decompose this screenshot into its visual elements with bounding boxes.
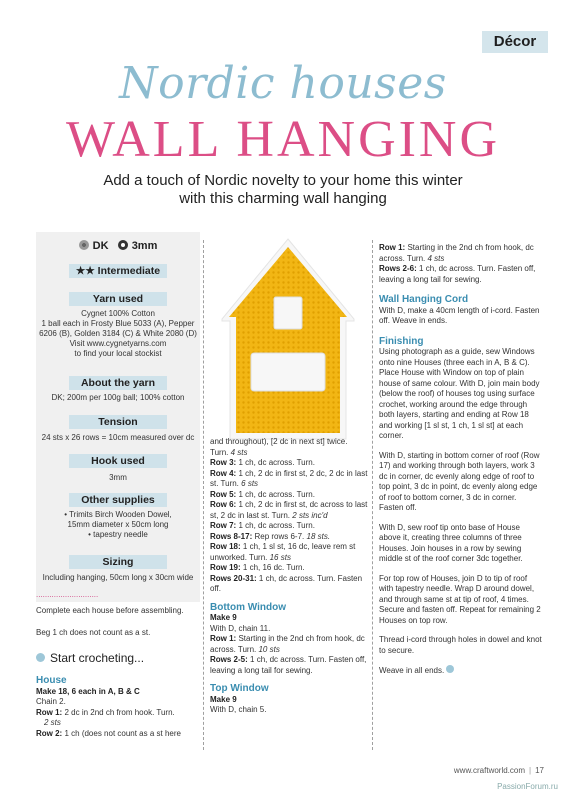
finishing-para: Weave in all ends. bbox=[379, 665, 543, 677]
page-subtitle: Add a touch of Nordic novelty to your home this winter with this charming wall hanging bbox=[103, 172, 463, 207]
supplies-line: • Trimits Birch Wooden Dowel, bbox=[64, 510, 172, 519]
tension-text: 24 sts x 26 rows = 10cm measured over dc bbox=[41, 433, 195, 442]
finishing-para: For top row of Houses, join D to tip of roof with tapestry needle. Wrap D around dowel, and through same st at tip of roof, 4 times. Secure and fasten off. Repeat for remaining 2 Houses on top row. bbox=[379, 573, 541, 625]
left-column bbox=[36, 590, 200, 639]
column-divider bbox=[203, 240, 204, 750]
note-text: Complete each house before assembling. bbox=[36, 605, 184, 615]
yarn-weight: DK bbox=[92, 240, 109, 252]
level-badge: ★★ Intermediate bbox=[69, 264, 167, 278]
right-column: Row 1: Starting in the 2nd ch from hook, dc across. Turn. 4 sts Rows 2-6: 1 ch, dc across. Turn. Fasten off, leaving a long tail for sewing. Wall Hanging Cord With D, make a 40cm length of i-cord. Fasten off. Weave in ends. Finishing Using photograph as a guide, sew Windows onto nine Houses (three each in A, B & C). Place House with Window on top of plain house of same colour. With D, join main body (below the roof) of houses tog using surface crochet, working around the edge through both layers, starting and ending at Row 18 and working [1 sl st, 1 ch, 1 sl st] at each corner. With D, starting in bottom corner of roof (Row 17) and working through both layers, work 3 dc in corner, dc evenly along edge of roof to top point, 3 dc in point, dc evenly along edge of roof to bottom corner, 3 dc in corner. Fasten off. With D, sew roof tip onto base of House above it, creating three columns of three Houses. Join houses in a row by sewing middle st of the roof corner 3dc together. For top row of Houses, join D to tip of roof with tapestry needle. Wrap D around dowel, and through same st at tip of roof, 4 times. Secure and fasten off. Repeat for remaining 2 Houses on top row. Thread i-cord through holes in dowel and knot to secure. Weave in all ends. bbox=[379, 243, 542, 675]
section-tag: Décor bbox=[482, 31, 548, 53]
yarn-hook-line bbox=[36, 240, 200, 251]
middle-column: and throughout), [2 dc in next st] twice. Turn. 4 sts Row 3: 1 ch, dc across. Turn. Row 4: 1 ch, 2 dc in first st, 2 dc, 2 dc in last st. Turn. 6 sts Row 5: 1 ch, dc across. Turn. Row 6: 1 ch, 2 dc in first st, dc across to last st, 2 dc in last st. Turn. 2 sts inc'd Row 7: 1 ch, dc across. Turn. Rows 8-17: Rep rows 6-7. 18 sts. Row 18: 1 ch, 1 sl st, 16 dc, leave rem st unworked. Turn. 16 sts Row 19: 1 ch, 16 dc. Turn. Rows 20-31: 1 ch, dc across. Turn. Fasten off. Bottom Window Make 9 With D, chain 11. Row 1: Starting in the 2nd ch from hook, dc across. Turn. 10 sts Rows 2-5: 1 ch, dc across. Turn. Fasten off, leaving a long tail for sewing. Top Window Make 9 With D, chain 5. bbox=[210, 437, 370, 716]
hook-used-text: 3mm bbox=[109, 473, 127, 482]
dotted-divider: ............................ bbox=[36, 590, 99, 599]
column-divider bbox=[372, 240, 373, 750]
finishing-para: Thread i-cord through holes in dowel and knot to secure. bbox=[379, 635, 542, 655]
house-make: Make 18, 6 each in A, B & C bbox=[36, 686, 140, 696]
note-text: Beg 1 ch does not count as a st. bbox=[36, 628, 151, 637]
hook-size: 3mm bbox=[131, 240, 158, 252]
page-title-line1: Nordic houses bbox=[119, 58, 447, 109]
finishing-para: With D, sew roof tip onto base of House above it, creating three columns of three Houses. Join houses in a row by sewing middle st of the roof corner 3dc together. bbox=[379, 522, 523, 563]
yarn-used-heading: Yarn used bbox=[69, 292, 167, 306]
other-supplies-heading: Other supplies bbox=[69, 493, 167, 507]
watermark: PassionForum.ru bbox=[497, 782, 558, 791]
about-yarn-text: DK; 200m per 100g ball; 100% cotton bbox=[51, 393, 185, 402]
yarn-used-line: Visit www.cygnetyarns.com bbox=[69, 339, 167, 348]
house-illustration bbox=[206, 235, 370, 445]
end-bullet-icon bbox=[446, 665, 454, 673]
yarn-used-line: Cygnet 100% Cotton bbox=[81, 309, 155, 318]
house-heading: House bbox=[36, 675, 67, 686]
sizing-heading: Sizing bbox=[69, 555, 167, 569]
supplies-line: 15mm diameter x 50cm long bbox=[67, 520, 169, 529]
page-footer: www.craftworld.com | 17 bbox=[453, 766, 544, 775]
hook-icon bbox=[118, 240, 128, 250]
sizing-text: Including hanging, 50cm long x 30cm wide bbox=[42, 573, 194, 582]
page-title-line2: WALL HANGING bbox=[65, 111, 501, 168]
about-yarn-heading: About the yarn bbox=[69, 376, 167, 390]
bottom-window-heading: Bottom Window bbox=[210, 601, 287, 613]
top-window-heading: Top Window bbox=[210, 683, 269, 694]
yarn-weight-icon bbox=[79, 240, 89, 250]
yarn-used-line: to find your local stockist bbox=[74, 349, 162, 358]
start-crocheting-heading: Start crocheting... bbox=[36, 651, 144, 665]
bullet-icon bbox=[36, 653, 45, 662]
tension-heading: Tension bbox=[69, 415, 167, 429]
page-number: 17 bbox=[535, 766, 544, 775]
house-instructions: House Make 18, 6 each in A, B & C Chain 2. Row 1: 2 dc in 2nd ch from hook. Turn. 2 sts Row 2: 1 ch (does not count as a st here bbox=[36, 676, 201, 739]
finishing-para: Using photograph as a guide, sew Windows onto nine Houses (three each in A, B & C). Place House with Window on top of plain house of same colour. With D, join main body (below the roof) of houses tog using surface crochet, working around the edge through both layers, starting and ending at Row 18 and working [1 sl st, 1 ch, 1 sl st] at each corner. bbox=[379, 347, 540, 440]
yarn-used-line: 1 ball each in Frosty Blue 5033 (A), Pepper bbox=[41, 319, 195, 328]
finishing-heading: Finishing bbox=[379, 335, 424, 347]
supplies-line: • tapestry needle bbox=[88, 530, 148, 539]
hook-used-heading: Hook used bbox=[69, 454, 167, 468]
finishing-para: With D, starting in bottom corner of roof (Row 17) and working through both layers, work 3 dc in corner, dc evenly along edge of roof to top point, 3 dc in point, dc evenly along edge of roof to bottom corner, 3 dc in corner. Fasten off. bbox=[379, 450, 540, 512]
yarn-used-line: 6206 (B), Golden 3184 (C) & White 2080 (D) bbox=[39, 329, 197, 338]
cord-heading: Wall Hanging Cord bbox=[379, 294, 469, 305]
crochet-house-photo bbox=[206, 235, 370, 445]
house-chain: Chain 2. bbox=[36, 697, 66, 706]
site-url[interactable]: www.craftworld.com bbox=[453, 766, 526, 775]
pattern-info-panel bbox=[36, 232, 200, 602]
